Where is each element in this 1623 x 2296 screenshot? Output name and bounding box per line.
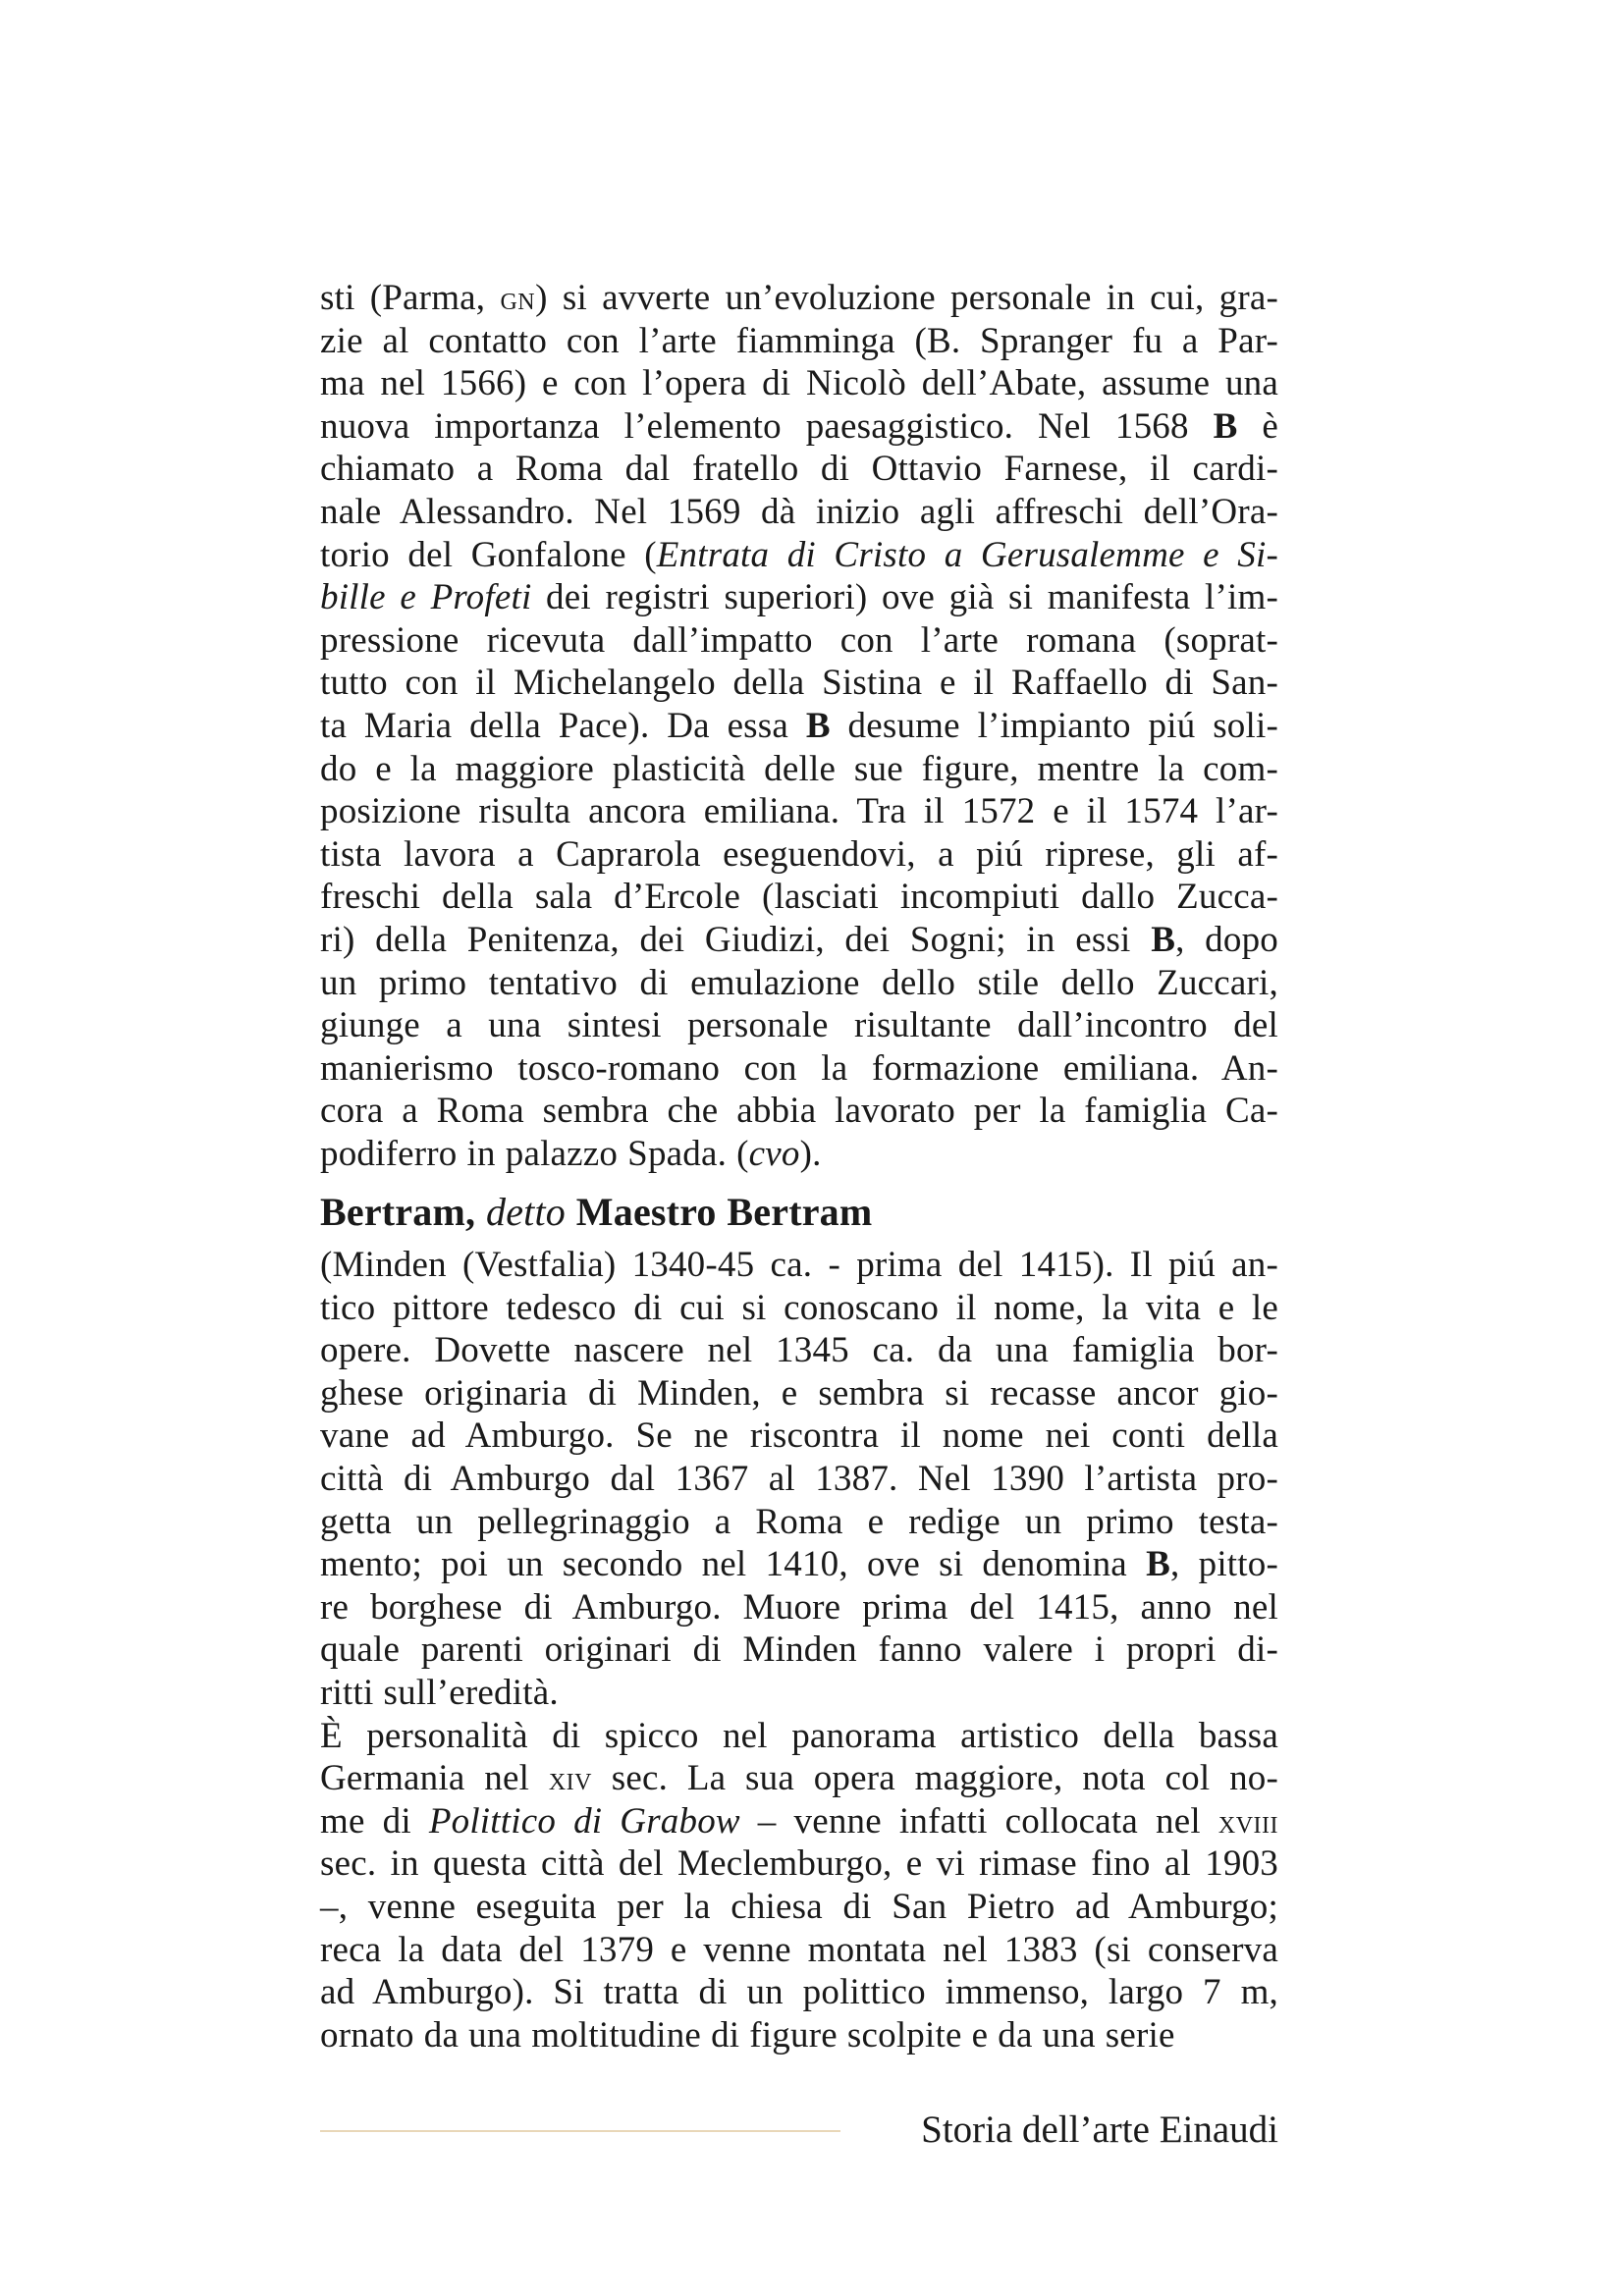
italic-text: Entrata di Cristo a Gerusalemme e Si- — [656, 534, 1278, 575]
italic-text: bille e Profeti — [320, 577, 532, 618]
text-line: ta Maria della Pace). Da essa B desume l’impianto piú soli- — [320, 705, 1278, 746]
footer-rule — [320, 2130, 840, 2132]
text-line: –, venne eseguita per la chiesa di San Pietro ad Amburgo; — [320, 1886, 1278, 1927]
text-line: sec. in questa città del Meclemburgo, e vi rimase fino al 1903 — [320, 1843, 1278, 1885]
footer-label: Storia dell’arte Einaudi — [921, 2109, 1278, 2151]
text-line: freschi della sala d’Ercole (lasciati incompiuti dallo Zucca- — [320, 877, 1278, 918]
text-line: Germania nel xiv sec. La sua opera maggiore, nota col no- — [320, 1758, 1278, 1799]
bold-text: B — [1146, 1544, 1170, 1585]
entry-bertram — [320, 1189, 1278, 2056]
text-line: pressione ricevuta dall’impatto con l’arte romana (soprat- — [320, 619, 1278, 661]
text-line: torio del Gonfalone (Entrata di Cristo a Gerusalemme e Si- — [320, 534, 1278, 575]
text-line: chiamato a Roma dal fratello di Ottavio Farnese, il cardi- — [320, 449, 1278, 490]
text-line: me di Polittico di Grabow – venne infatti collocata nel xviii — [320, 1800, 1278, 1842]
text-line: cora a Roma sembra che abbia lavorato per la famiglia Ca- — [320, 1091, 1278, 1132]
bold-text: B — [1151, 919, 1176, 960]
text-line: re borghese di Amburgo. Muore prima del 1415, anno nel — [320, 1586, 1278, 1628]
bold-text: B — [805, 705, 831, 746]
page-footer — [320, 2101, 1278, 2160]
text-line: bille e Profeti dei registri superiori) ove già si manifesta l’im- — [320, 577, 1278, 618]
italic-text: cvo — [748, 1133, 800, 1174]
entry-heading — [320, 1189, 1278, 1236]
text-line: reca la data del 1379 e venne montata nel 1383 (si conserva — [320, 1929, 1278, 1970]
text-line: posizione risulta ancora emiliana. Tra il 1572 e il 1574 l’ar- — [320, 791, 1278, 832]
text-line: ornato da una moltitudine di figure scolpite e da una serie — [320, 2014, 1175, 2056]
text-line: tista lavora a Caprarola eseguendovi, a piú riprese, gli af- — [320, 833, 1278, 875]
text-line: un primo tentativo di emulazione dello stile dello Zuccari, — [320, 962, 1278, 1003]
text-line: podiferro in palazzo Spada. (cvo). — [320, 1133, 822, 1174]
text-line: (Minden (Vestfalia) 1340-45 ca. - prima del 1415). Il piú an- — [320, 1245, 1278, 1285]
text-line: ri) della Penitenza, dei Giudizi, dei Sogni; in essi B, dopo — [320, 919, 1278, 960]
entry-heading-name: Bertram, — [320, 1190, 476, 1234]
entry-heading-alias: Maestro Bertram — [575, 1190, 873, 1234]
small-caps-text: gn — [500, 281, 536, 317]
paragraph-3 — [320, 1715, 1278, 2057]
text-line: tico pittore tedesco di cui si conoscano il nome, la vita e le — [320, 1287, 1278, 1328]
small-caps-text: xviii — [1217, 1803, 1278, 1841]
text-line: manierismo tosco-romano con la formazione emiliana. An- — [320, 1047, 1278, 1089]
text-line: opere. Dovette nascere nel 1345 ca. da una famiglia bor- — [320, 1330, 1278, 1371]
text-line: do e la maggiore plasticità delle sue figure, mentre la com- — [320, 748, 1278, 789]
text-line: ma nel 1566) e con l’opera di Nicolò dell’Abate, assume una — [320, 363, 1278, 404]
text-line: ritti sull’eredità. — [320, 1672, 559, 1713]
entry-heading-detto: detto — [486, 1190, 566, 1234]
text-line: nale Alessandro. Nel 1569 dà inizio agli affreschi dell’Ora- — [320, 491, 1278, 532]
text-line: tutto con il Michelangelo della Sistina e il Raffaello di San- — [320, 663, 1278, 704]
text-line: giunge a una sintesi personale risultante dall’incontro del — [320, 1005, 1278, 1046]
small-caps-text: xiv — [548, 1761, 592, 1798]
italic-text: Polittico di Grabow — [428, 1800, 740, 1842]
text-line: mento; poi un secondo nel 1410, ove si denomina B, pitto- — [320, 1544, 1278, 1585]
paragraph-2 — [320, 1244, 1278, 1715]
text-line: ad Amburgo). Si tratta di un polittico immenso, largo 7 m, — [320, 1972, 1278, 2013]
text-line: nuova importanza l’elemento paesaggistico. Nel 1568 B è — [320, 405, 1278, 447]
text-line: quale parenti originari di Minden fanno valere i propri di- — [320, 1629, 1278, 1671]
text-line: sti (Parma, gn) si avverte un’evoluzione personale in cui, gra- — [320, 278, 1278, 318]
text-line: zie al contatto con l’arte fiamminga (B. Spranger fu a Par- — [320, 320, 1278, 361]
bold-text: B — [1213, 405, 1238, 447]
text-line: ghese originaria di Minden, e sembra si recasse ancor gio- — [320, 1372, 1278, 1414]
text-line: È personalità di spicco nel panorama artistico della bassa — [320, 1715, 1278, 1756]
text-line: getta un pellegrinaggio a Roma e redige un primo testa- — [320, 1501, 1278, 1542]
paragraph-1 — [320, 277, 1278, 1175]
text-line: città di Amburgo dal 1367 al 1387. Nel 1390 l’artista pro- — [320, 1458, 1278, 1499]
text-line: vane ad Amburgo. Se ne riscontra il nome nei conti della — [320, 1415, 1278, 1457]
